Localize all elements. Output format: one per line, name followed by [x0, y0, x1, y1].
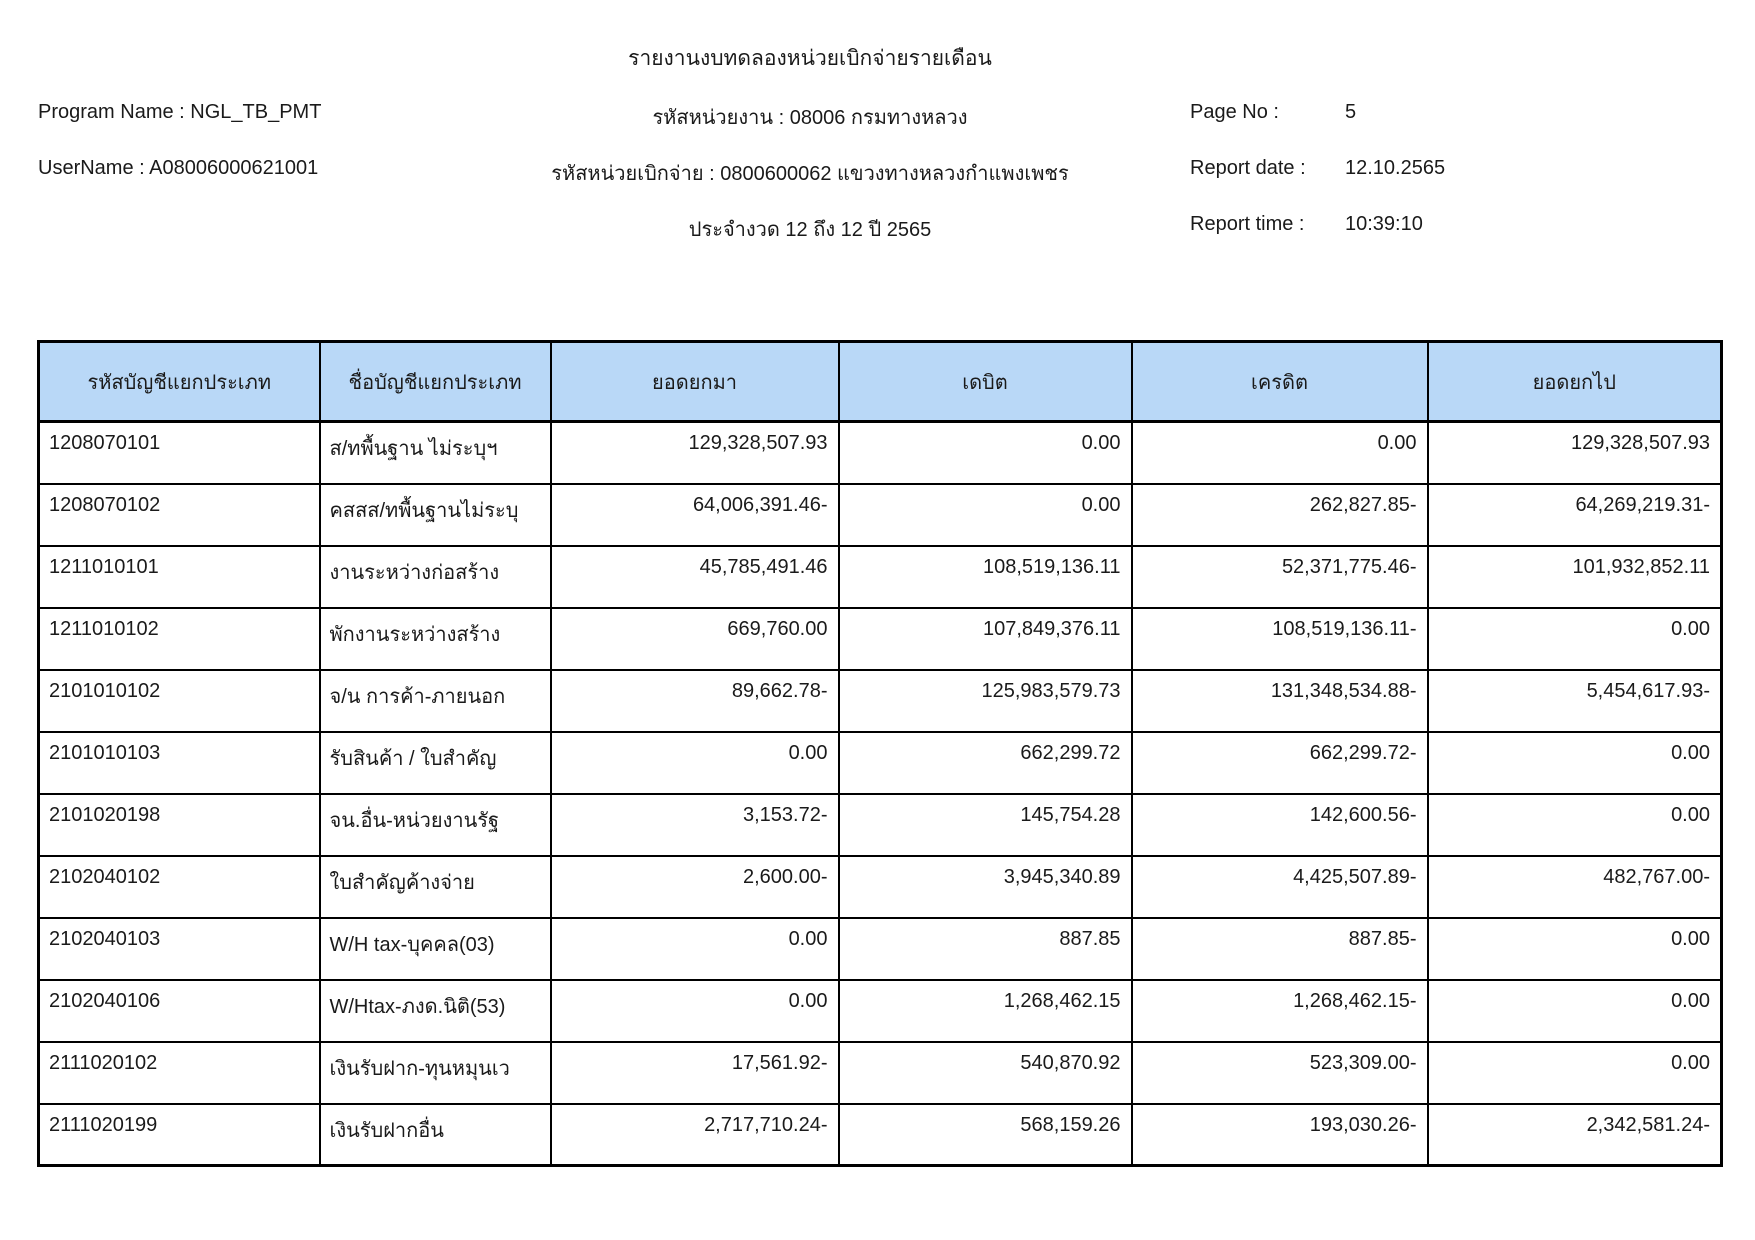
amount-cell: 4,425,507.89- — [1132, 856, 1428, 918]
amount-cell: 17,561.92- — [551, 1042, 839, 1104]
amount-cell: 107,849,376.11 — [839, 608, 1132, 670]
amount-cell: 142,600.56- — [1132, 794, 1428, 856]
amount-cell: 0.00 — [839, 484, 1132, 546]
account-code-cell: 2101010102 — [39, 670, 320, 732]
amount-cell: 2,717,710.24- — [551, 1104, 839, 1166]
table-row — [39, 1042, 1722, 1104]
account-code-cell: 2101010103 — [39, 732, 320, 794]
table-header-row — [39, 342, 1722, 422]
col-header-balance-carried-forward: ยอดยกไป — [1428, 342, 1722, 422]
amount-cell: 145,754.28 — [839, 794, 1132, 856]
amount-cell: 0.00 — [551, 980, 839, 1042]
account-code-cell: 2111020199 — [39, 1104, 320, 1166]
amount-cell: 125,983,579.73 — [839, 670, 1132, 732]
program-name-label: Program Name : — [38, 101, 185, 123]
account-name-cell: คสสส/ทพื้นฐานไม่ระบุ — [320, 484, 551, 546]
amount-cell: 0.00 — [1428, 732, 1722, 794]
account-name-cell: เงินรับฝากอื่น — [320, 1104, 551, 1166]
disburse-unit-line: รหัสหน่วยเบิกจ่าย : 0800600062 แขวงทางหลวงกำแพงเพชร — [551, 163, 1069, 185]
col-header-account-code: รหัสบัญชีแยกประเภท — [39, 342, 320, 422]
amount-cell: 1,268,462.15 — [839, 980, 1132, 1042]
col-header-debit: เดบิต — [839, 342, 1132, 422]
amount-cell: 52,371,775.46- — [1132, 546, 1428, 608]
amount-cell: 0.00 — [1428, 794, 1722, 856]
amount-cell: 3,945,340.89 — [839, 856, 1132, 918]
amount-cell: 129,328,507.93 — [1428, 422, 1722, 484]
account-code-cell: 2102040106 — [39, 980, 320, 1042]
amount-cell: 1,268,462.15- — [1132, 980, 1428, 1042]
amount-cell: 45,785,491.46 — [551, 546, 839, 608]
table-row — [39, 918, 1722, 980]
account-name-cell: รับสินค้า / ใบสำคัญ — [320, 732, 551, 794]
table-row — [39, 794, 1722, 856]
amount-cell: 2,342,581.24- — [1428, 1104, 1722, 1166]
page-no-label: Page No : — [1190, 101, 1279, 123]
amount-cell: 64,269,219.31- — [1428, 484, 1722, 546]
account-code-cell: 2102040102 — [39, 856, 320, 918]
table-row — [39, 422, 1722, 484]
account-name-cell: W/H tax-บุคคล(03) — [320, 918, 551, 980]
amount-cell: 5,454,617.93- — [1428, 670, 1722, 732]
amount-cell: 131,348,534.88- — [1132, 670, 1428, 732]
account-code-cell: 2102040103 — [39, 918, 320, 980]
account-name-cell: ส/ทพื้นฐาน ไม่ระบุฯ — [320, 422, 551, 484]
table-header — [39, 342, 1722, 422]
period-line: ประจำงวด 12 ถึง 12 ปี 2565 — [688, 219, 932, 241]
account-code-cell: 2101020198 — [39, 794, 320, 856]
amount-cell: 523,309.00- — [1132, 1042, 1428, 1104]
account-code-cell: 1211010102 — [39, 608, 320, 670]
username-value: A08006000621001 — [149, 157, 319, 179]
amount-cell: 129,328,507.93 — [551, 422, 839, 484]
agency-line: รหัสหน่วยงาน : 08006 กรมทางหลวง — [652, 107, 968, 129]
account-code-cell: 1208070102 — [39, 484, 320, 546]
page-no-value: 5 — [1345, 101, 1357, 123]
amount-cell: 3,153.72- — [551, 794, 839, 856]
amount-cell: 108,519,136.11 — [839, 546, 1132, 608]
col-header-credit: เครดิต — [1132, 342, 1428, 422]
amount-cell: 89,662.78- — [551, 670, 839, 732]
amount-cell: 568,159.26 — [839, 1104, 1132, 1166]
report-time-value: 10:39:10 — [1345, 213, 1423, 235]
report-date-value: 12.10.2565 — [1345, 157, 1446, 179]
amount-cell: 0.00 — [1428, 608, 1722, 670]
account-code-cell: 2111020102 — [39, 1042, 320, 1104]
col-header-account-name: ชื่อบัญชีแยกประเภท — [320, 342, 551, 422]
table-row — [39, 484, 1722, 546]
amount-cell: 887.85- — [1132, 918, 1428, 980]
table-row — [39, 670, 1722, 732]
amount-cell: 0.00 — [1132, 422, 1428, 484]
amount-cell: 887.85 — [839, 918, 1132, 980]
amount-cell: 0.00 — [551, 732, 839, 794]
amount-cell: 0.00 — [1428, 918, 1722, 980]
report-time-label: Report time : — [1190, 213, 1305, 235]
account-name-cell: ใบสำคัญค้างจ่าย — [320, 856, 551, 918]
account-name-cell: W/Htax-ภงด.นิติ(53) — [320, 980, 551, 1042]
table-row — [39, 546, 1722, 608]
amount-cell: 0.00 — [839, 422, 1132, 484]
account-name-cell: เงินรับฝาก-ทุนหมุนเว — [320, 1042, 551, 1104]
amount-cell: 662,299.72- — [1132, 732, 1428, 794]
account-name-cell: พักงานระหว่างสร้าง — [320, 608, 551, 670]
table-row — [39, 732, 1722, 794]
table-row — [39, 980, 1722, 1042]
account-code-cell: 1208070101 — [39, 422, 320, 484]
amount-cell: 101,932,852.11 — [1428, 546, 1722, 608]
table-row — [39, 1104, 1722, 1166]
amount-cell: 2,600.00- — [551, 856, 839, 918]
amount-cell: 0.00 — [1428, 980, 1722, 1042]
amount-cell: 0.00 — [1428, 1042, 1722, 1104]
account-name-cell: จน.อื่น-หน่วยงานรัฐ — [320, 794, 551, 856]
table-body — [39, 422, 1722, 1166]
account-code-cell: 1211010101 — [39, 546, 320, 608]
username-label: UserName : — [38, 157, 145, 179]
amount-cell: 482,767.00- — [1428, 856, 1722, 918]
amount-cell: 662,299.72 — [839, 732, 1132, 794]
report-date-label: Report date : — [1190, 157, 1306, 179]
amount-cell: 669,760.00 — [551, 608, 839, 670]
amount-cell: 108,519,136.11- — [1132, 608, 1428, 670]
amount-cell: 193,030.26- — [1132, 1104, 1428, 1166]
amount-cell: 64,006,391.46- — [551, 484, 839, 546]
amount-cell: 262,827.85- — [1132, 484, 1428, 546]
trial-balance-table — [37, 340, 1723, 1167]
account-name-cell: งานระหว่างก่อสร้าง — [320, 546, 551, 608]
account-name-cell: จ/น การค้า-ภายนอก — [320, 670, 551, 732]
report-title: รายงานงบทดลองหน่วยเบิกจ่ายรายเดือน — [628, 47, 992, 70]
amount-cell: 540,870.92 — [839, 1042, 1132, 1104]
program-name-value: NGL_TB_PMT — [190, 101, 322, 123]
amount-cell: 0.00 — [551, 918, 839, 980]
table-row — [39, 856, 1722, 918]
col-header-balance-brought-forward: ยอดยกมา — [551, 342, 839, 422]
table-row — [39, 608, 1722, 670]
